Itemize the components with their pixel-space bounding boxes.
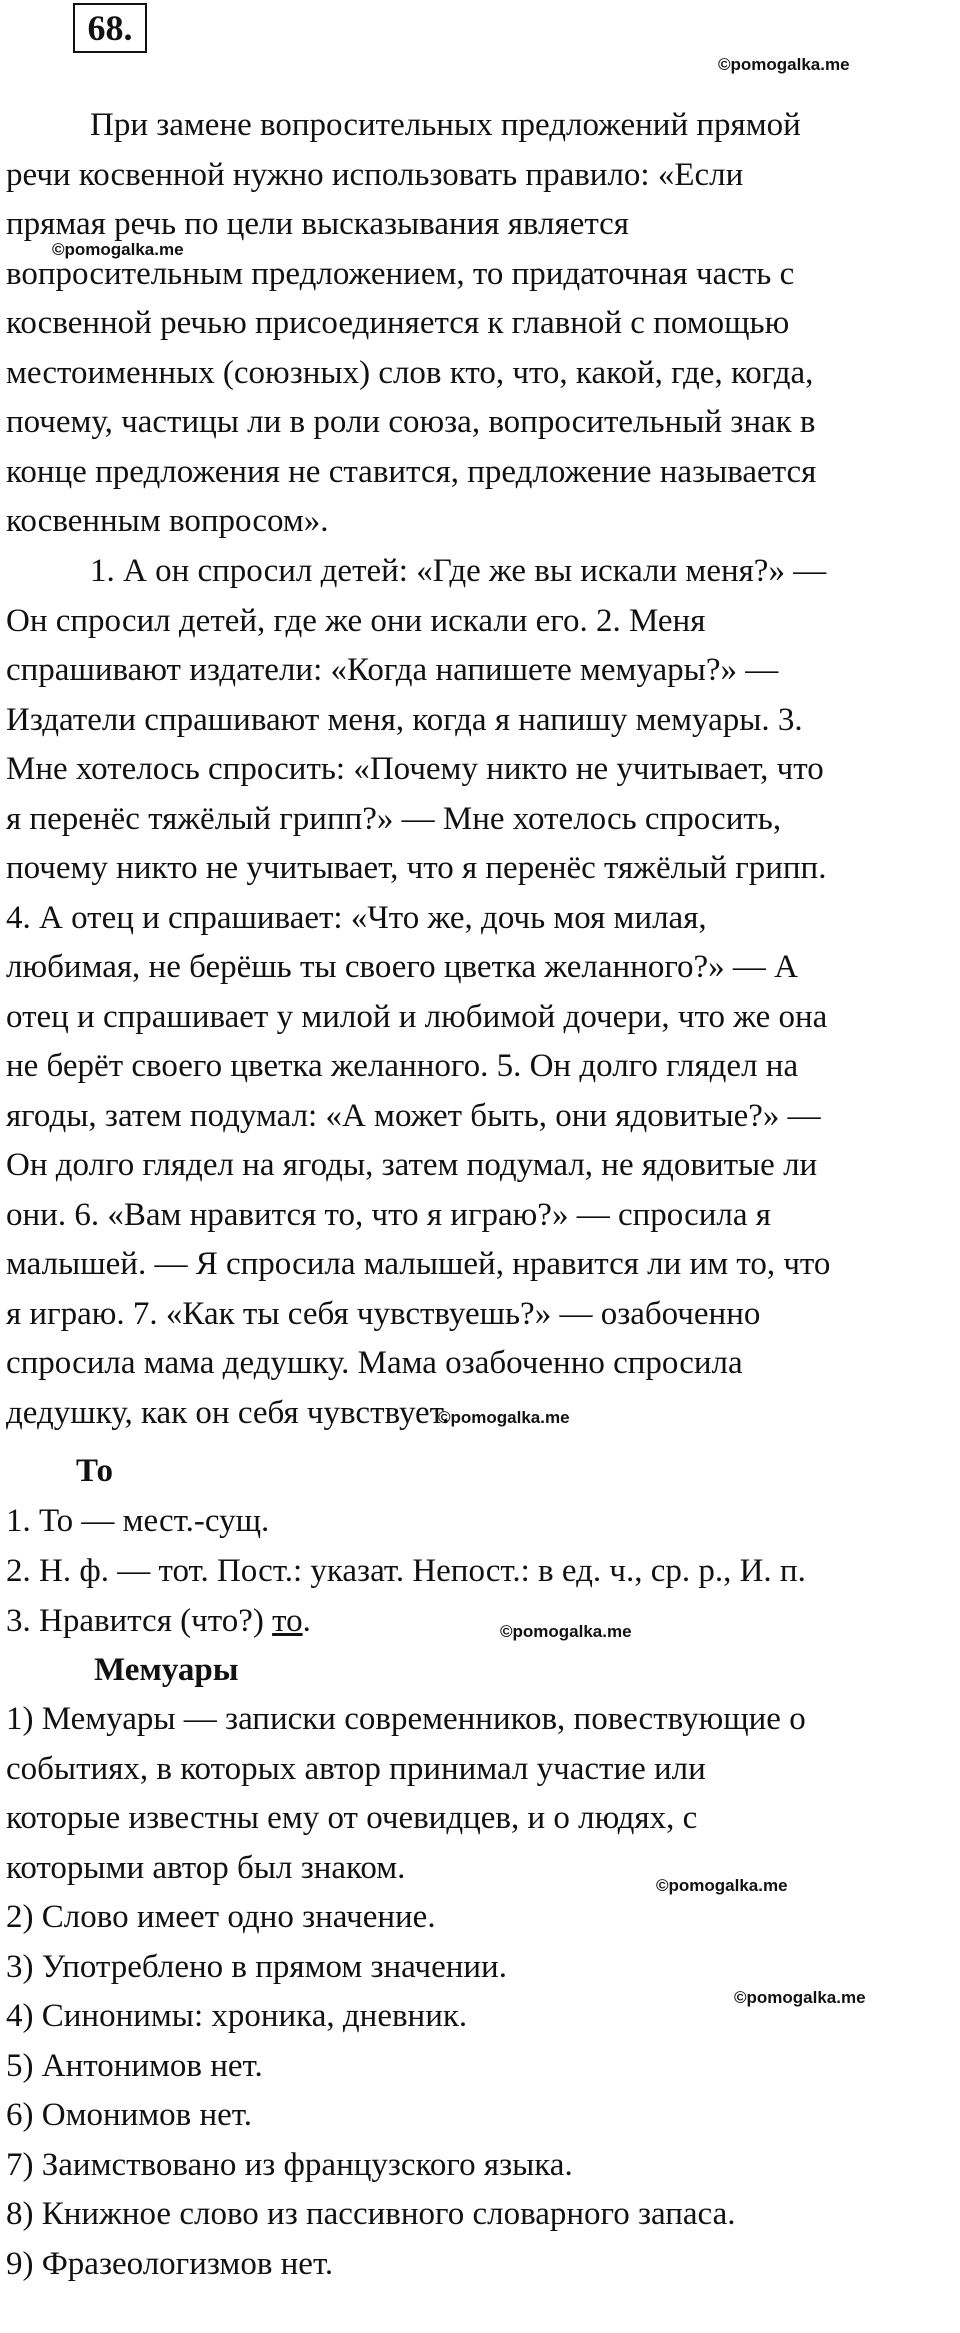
memoirs-item: 8) Книжное слово из пассивного словарного запаса. [6, 2196, 736, 2232]
to-line-3 [6, 1597, 311, 1647]
to-heading: То [76, 1453, 114, 1489]
text-line: 1) Мемуары — записки современников, повествующие о [6, 1701, 806, 1737]
to-line-3-prefix: 3. Нравится (что?) [6, 1603, 273, 1639]
text-line: речи косвенной нужно использовать правило: «Если [6, 156, 744, 193]
memoirs-item: 4) Синонимы: хроника, дневник. [6, 1998, 468, 2034]
text-line: которыми автор был знаком. [6, 1849, 406, 1886]
watermark: ©pomogalka.me [734, 1988, 866, 2007]
watermark: ©pomogalka.me [718, 55, 850, 74]
text-line: они. 6. «Вам нравится то, что я играю?» — спросила я [6, 1196, 771, 1233]
text-line: косвенным вопросом». [6, 503, 329, 539]
text-line: дедушку, как он себя чувствует. [6, 1394, 450, 1431]
task-number: 68. [73, 3, 147, 53]
rule-paragraph [6, 101, 958, 547]
text-line: я играю. 7. «Как ты себя чувствуешь?» — озабоченно [6, 1295, 761, 1332]
text-line: Он спросил детей, где же они искали его. 2. Меня [6, 602, 706, 639]
text-line: малышей. — Я спросила малышей, нравится ли им то, что [6, 1246, 831, 1282]
text-line: почему, частицы ли в роли союза, вопросительный знак в [6, 404, 816, 440]
text-line: конце предложения не ставится, предложение называется [6, 453, 817, 490]
memoirs-item: 7) Заимствовано из французского языка. [6, 2147, 573, 2183]
watermark: ©pomogalka.me [438, 1408, 570, 1427]
text-line: 1. А он спросил детей: «Где же вы искали меня?» — [90, 553, 827, 589]
text-line: не берёт своего цветка желанного. 5. Он долго глядел на [6, 1048, 799, 1084]
memoirs-heading: Мемуары [94, 1652, 239, 1688]
text-line: отец и спрашивает у милой и любимой дочери, что же она [6, 998, 828, 1035]
text-line: При замене вопросительных предложений прямой [90, 107, 801, 143]
answers-paragraph [6, 547, 958, 1438]
text-line: событиях, в которых автор принимал участие или [6, 1750, 706, 1787]
text-line: Издатели спрашивают меня, когда я напишу мемуары. 3. [6, 701, 803, 738]
to-line-1: 1. То — мест.-сущ. [6, 1503, 270, 1539]
text-line: спрашивают издатели: «Когда напишете мемуары?» — [6, 652, 779, 688]
text-line: которые известны ему от очевидцев, и о людях, с [6, 1800, 698, 1836]
memoirs-definition [6, 1695, 958, 1893]
watermark: ©pomogalka.me [52, 240, 184, 259]
text-line: спросила мама дедушку. Мама озабоченно спросила [6, 1345, 743, 1381]
to-line-3-underlined-word: то [272, 1603, 303, 1639]
text-line: я перенёс тяжёлый грипп?» — Мне хотелось спросить, [6, 800, 782, 837]
text-line: косвенной речью присоединяется к главной с помощью [6, 305, 790, 341]
memoirs-item: 3) Употреблено в прямом значении. [6, 1949, 507, 1985]
watermark: ©pomogalka.me [500, 1622, 632, 1641]
text-line: ягоды, затем подумал: «А может быть, они ядовитые?» — [6, 1097, 821, 1134]
text-line: вопросительным предложением, то придаточная часть с [6, 255, 795, 292]
text-line: местоименных (союзных) слов кто, что, какой, где, когда, [6, 354, 814, 391]
watermark: ©pomogalka.me [656, 1876, 788, 1895]
text-line: прямая речь по цели высказывания является [6, 206, 629, 242]
memoirs-item: 5) Антонимов нет. [6, 2048, 263, 2084]
text-line: почему никто не учитывает, что я перенёс тяжёлый грипп. [6, 850, 827, 886]
text-line: 4. А отец и спрашивает: «Что же, дочь моя милая, [6, 899, 707, 936]
text-line: любимая, не берёшь ты своего цветка желанного?» — А [6, 949, 799, 985]
to-line-3-suffix: . [302, 1603, 311, 1639]
to-line-2: 2. Н. ф. — тот. Пост.: указат. Непост.: в ед. ч., ср. р., И. п. [6, 1553, 806, 1589]
memoirs-item: 9) Фразеологизмов нет. [6, 2246, 334, 2282]
text-line: Он долго глядел на ягоды, затем подумал, не ядовитые ли [6, 1147, 818, 1183]
text-line: Мне хотелось спросить: «Почему никто не учитывает, что [6, 751, 824, 787]
memoirs-item: 2) Слово имеет одно значение. [6, 1899, 436, 1935]
memoirs-item: 6) Омонимов нет. [6, 2097, 252, 2133]
